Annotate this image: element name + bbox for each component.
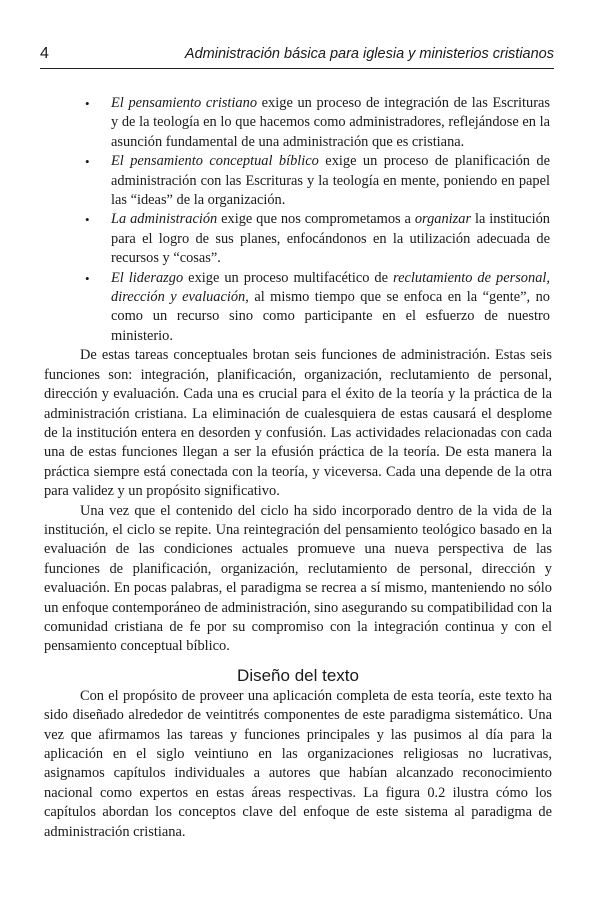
bullet-text: exige un proceso multifacético de <box>183 269 394 286</box>
bullet-item <box>44 152 552 210</box>
bullet-term: La administración <box>111 211 218 228</box>
bullet-text: exige que nos comprometamos a <box>217 211 415 228</box>
running-header <box>40 42 554 69</box>
bullet-item <box>44 94 552 152</box>
bullet-term: El liderazgo <box>111 269 184 286</box>
bullet-icon: • <box>85 96 90 111</box>
bullet-icon: • <box>85 270 90 286</box>
bullet-text: la institución para el logro de sus planes, enfocándonos en la utilización adecuada de recursos y “cosas”. <box>111 211 550 267</box>
bullet-text: exige un proceso de integración de las Escrituras y de la teología en lo que hacemos como administradores, reflejándose en la asunción fundamental de una administración que es cristiana. <box>111 95 550 150</box>
bullet-term: El pensamiento cristiano <box>111 95 258 111</box>
section-heading: Diseño del texto <box>237 665 359 685</box>
body-paragraph: Con el propósito de proveer una aplicación completa de esta teoría, este texto ha sido diseñado alrededor de veintitrés componentes de este paradigma sistemático. Una vez que afirmamos las tareas y funciones principales y las pusimos al día para la aplicación en el siglo veintiuno en las organizaciones religiosas no lucrativas, asignamos capítulos individuales a autores que habían alcanzado reconocimiento nacional como expertos en estas áreas respectivas. La figura 0.2 ilustra cómo los capítulos abordan los conceptos clave del enfoque de este sistema al paradigma de administración cristiana. <box>44 687 552 840</box>
running-title: Administración básica para iglesia y ministerios cristianos <box>184 46 554 62</box>
bullet-term: El pensamiento conceptual bíblico <box>111 153 319 170</box>
bullet-list <box>44 94 552 346</box>
page-number: 4 <box>40 45 49 62</box>
bullet-text: exige un proceso de planificación de administración con las Escrituras y la teología en mente, poniendo en papel las “ideas” de la organización. <box>111 153 550 209</box>
page-body <box>44 94 552 842</box>
body-paragraph: Una vez que el contenido del ciclo ha sido incorporado dentro de la vida de la institución, el ciclo se repite. Una reintegración del pensamiento teológico basado en la evaluación de las condiciones actuales promueve una nueva perspectiva de las funciones de planificación, organización, reclutamiento de personal, dirección y evaluación. En pocas palabras, el paradigma se recrea a sí mismo, manteniendo no sólo un enfoque contemporáneo de administración, sino asegurando su compatibilidad con la comunidad cristiana de fe por su compromiso con la integración continua y con el pensamiento conceptual bíblico. <box>44 502 552 655</box>
body-paragraph: De estas tareas conceptuales brotan seis funciones de administración. Estas seis funciones son: integración, planificación, organización, reclutamiento de personal, dirección y evaluación. Cada una es crucial para el éxito de la teoría y la práctica de la administración cristiana. La eliminación de cualesquiera de estas causará el desplome de la institución entera en desorden y confusión. Las actividades relacionadas con cada una de estas funciones llegan a ser la efusión práctica de la teoría. De esta manera la práctica siempre está conectada con la teoría, y viceversa. Cada una depende de la otra para validez y un propósito significativo. <box>44 347 552 500</box>
bullet-icon: • <box>85 212 90 228</box>
bullet-item <box>44 269 552 347</box>
bullet-icon: • <box>85 154 90 170</box>
bullet-emphasis: reclutamiento de personal, dirección y evaluación, <box>111 269 550 306</box>
bullet-item <box>44 210 552 268</box>
bullet-text: al mismo tiempo que se enfoca en la “gente”, no como un recurso sino como participante en el esfuerzo de nuestro ministerio. <box>111 289 551 344</box>
bullet-emphasis: organizar <box>414 211 472 228</box>
